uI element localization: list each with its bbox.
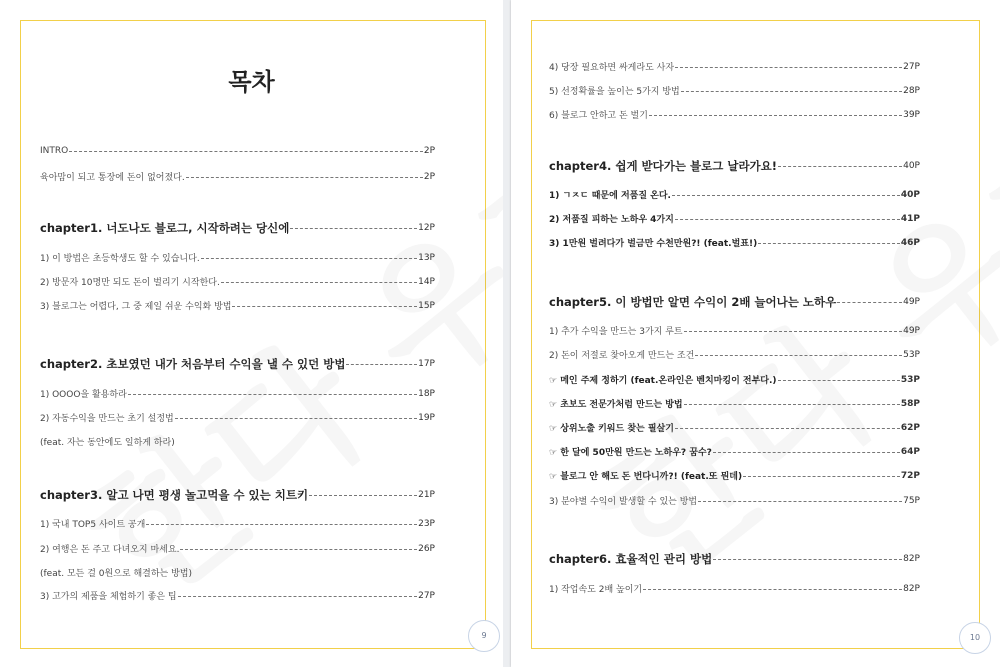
toc-entry[interactable]: 4) 당장 필요하면 싸게라도 사자 27P bbox=[549, 61, 920, 73]
page-gap bbox=[503, 0, 511, 667]
toc-entry-note: (feat. 자는 동안에도 일하게 하라) bbox=[40, 438, 175, 448]
toc-entry[interactable]: ☞ 한 달에 50만원 만드는 노하우? 꿈수? 64P bbox=[549, 446, 920, 458]
toc-entry[interactable]: 2) 여행은 돈 주고 다녀오지 마세요. 26P bbox=[40, 543, 435, 555]
toc-entry[interactable]: 육아맘이 되고 통장에 돈이 없어졌다. 2P bbox=[40, 171, 435, 183]
toc-entry[interactable]: 1) 추가 수익을 만드는 3가지 루트 49P bbox=[549, 325, 920, 337]
toc-entry[interactable]: 3) 고가의 제품을 체험하기 좋은 팁 27P bbox=[40, 590, 435, 602]
toc-entry[interactable]: ☞ 메인 주제 정하기 (feat.온라인은 벤치마킹이 전부다.) 53P bbox=[549, 374, 920, 386]
toc-entry[interactable]: 5) 선정확률을 높이는 5가지 방법 28P bbox=[549, 85, 920, 97]
toc-entry[interactable]: 1) 이 방법은 초등학생도 할 수 있습니다. 13P bbox=[40, 252, 435, 264]
page-title: 목차 bbox=[228, 68, 275, 96]
toc-entry[interactable]: 1) 국내 TOP5 사이트 공개 23P bbox=[40, 518, 435, 530]
toc-entry[interactable]: 1) OOOO을 활용하라 18P bbox=[40, 388, 435, 400]
toc-entry[interactable]: 2) 저품질 피하는 노하우 4가지 41P bbox=[549, 213, 920, 225]
page-number-badge: 9 bbox=[468, 620, 500, 652]
toc-entry[interactable]: ☞ 상위노출 키워드 찾는 필살기 62P bbox=[549, 422, 920, 434]
toc-entry[interactable]: 2) 자동수익을 만드는 초기 설정법 19P bbox=[40, 412, 435, 424]
toc-entry[interactable]: 2) 방문자 10명만 되도 돈이 벌리기 시작한다. 14P bbox=[40, 276, 435, 288]
toc-chapter-3[interactable]: chapter3. 알고 나면 평생 놀고먹을 수 있는 치트키 21P bbox=[40, 488, 435, 502]
toc-entry[interactable]: 1) ㄱㅈㄷ 때문에 저품질 온다. 40P bbox=[549, 189, 920, 201]
toc-page-right bbox=[511, 0, 1000, 667]
toc-entry[interactable]: 3) 분야별 수익이 발생할 수 있는 방법 75P bbox=[549, 495, 920, 507]
toc-entry[interactable]: 1) 작업속도 2배 높이기 82P bbox=[549, 583, 920, 595]
toc-entry-note: (feat. 모든 걸 0원으로 해결하는 방법) bbox=[40, 569, 192, 579]
toc-entry-intro[interactable]: INTRO 2P bbox=[40, 146, 435, 156]
toc-entry[interactable]: ☞ 블로그 안 해도 돈 번다니까?! (feat.또 뭔데) 72P bbox=[549, 470, 920, 482]
toc-chapter-2[interactable]: chapter2. 초보였던 내가 처음부터 수익을 낼 수 있던 방법 17P bbox=[40, 357, 435, 371]
toc-entry[interactable]: 2) 돈이 저절로 찾아오게 만드는 조건 53P bbox=[549, 349, 920, 361]
toc-chapter-1[interactable]: chapter1. 너도나도 블로그, 시작하려는 당신에 12P bbox=[40, 221, 435, 235]
toc-chapter-4[interactable]: chapter4. 쉽게 받다가는 블로그 날라가요! 40P bbox=[549, 159, 920, 173]
toc-chapter-5[interactable]: chapter5. 이 방법만 알면 수익이 2배 늘어나는 노하우 49P bbox=[549, 295, 920, 309]
toc-entry[interactable]: 3) 블로그는 어렵다, 그 중 제일 쉬운 수익화 방법 15P bbox=[40, 300, 435, 312]
page-number-badge: 10 bbox=[959, 622, 991, 654]
toc-entry[interactable]: 6) 블로그 안하고 돈 벌기 39P bbox=[549, 109, 920, 121]
toc-entry[interactable]: 3) 1만원 벌려다가 벌금만 수천만원?! (feat.벌표!) 46P bbox=[549, 237, 920, 249]
toc-chapter-6[interactable]: chapter6. 효율적인 관리 방법 82P bbox=[549, 552, 920, 566]
toc-entry[interactable]: ☞ 초보도 전문가처럼 만드는 방법 58P bbox=[549, 398, 920, 410]
